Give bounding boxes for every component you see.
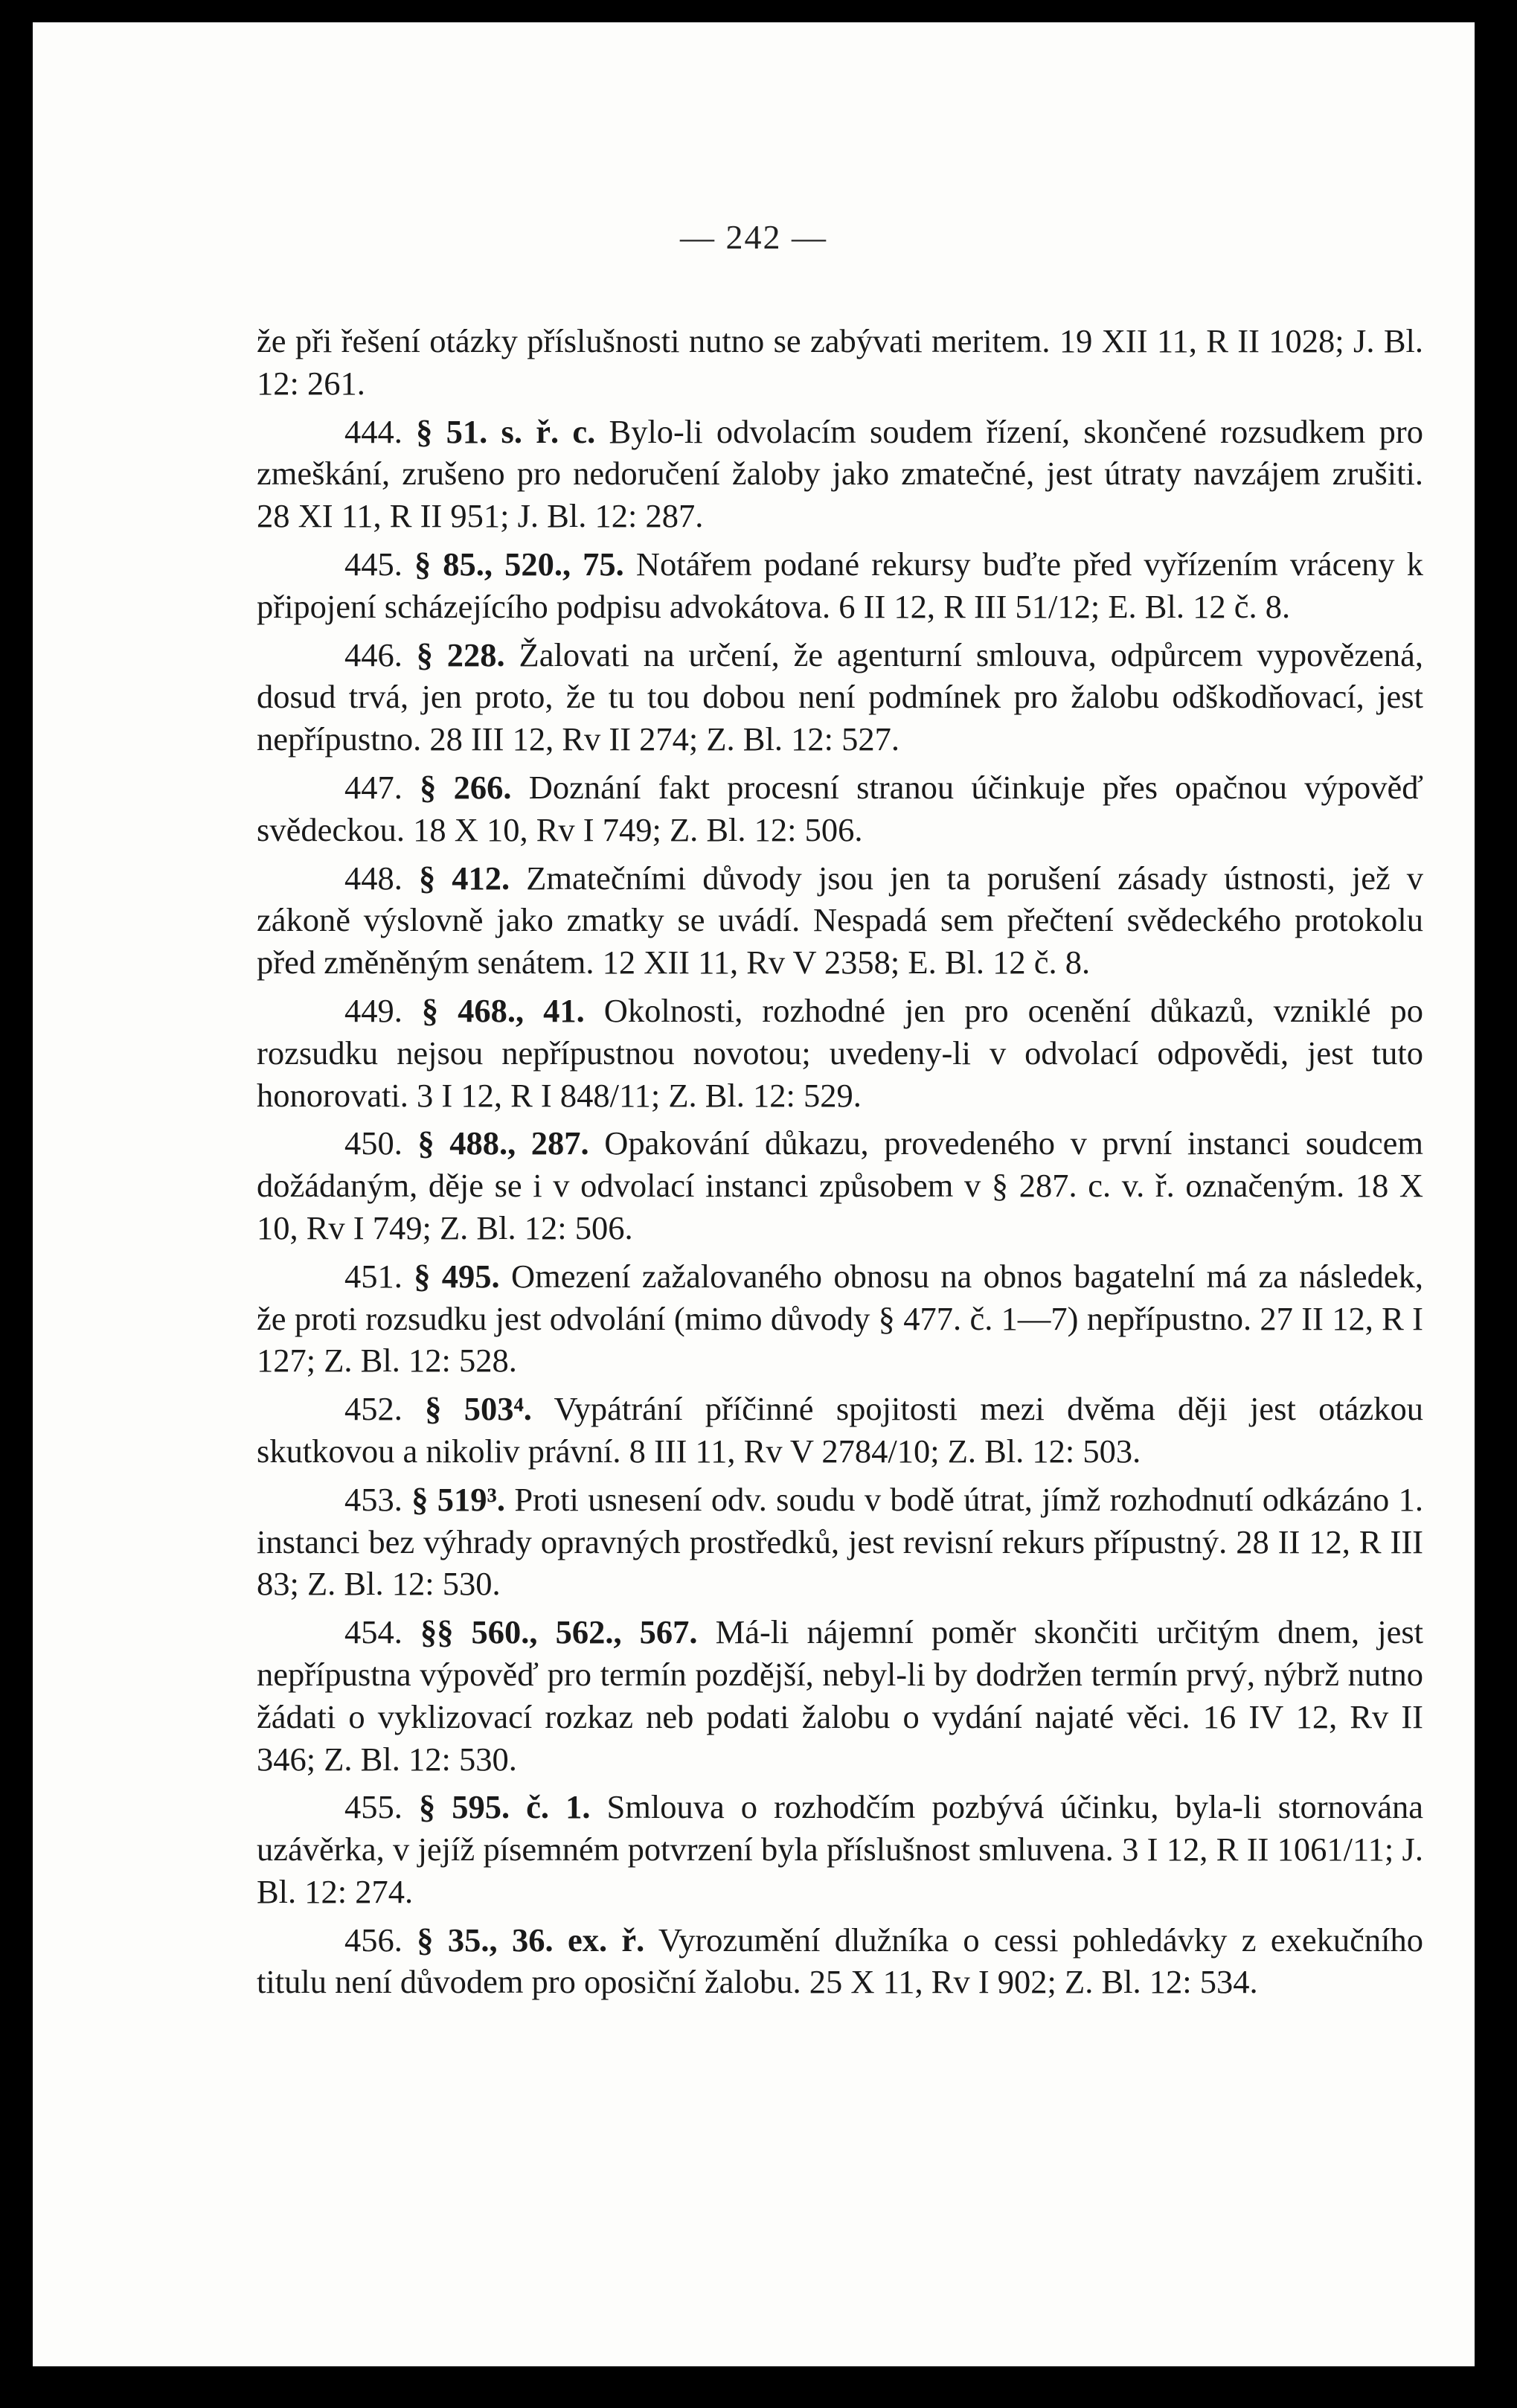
page-sheet [33, 22, 1475, 2366]
entry-number: 449. [344, 991, 402, 1029]
entry-reference: § 266. [420, 768, 512, 806]
entry-reference: §§ 560., 562., 567. [420, 1613, 698, 1651]
entry-text: Smlouva o rozhodčím pozbývá účinku, byla-li stornována uzávěrka, v jejíž písemném potvrzení byla příslušnost smluvena. 3 I 12, R II 1061/11; J. Bl. 12: 274. [257, 1788, 1424, 1910]
entry-reference: § 495. [414, 1257, 500, 1295]
entry-455 [257, 1786, 1423, 1912]
entry-reference: § 468., 41. [421, 991, 585, 1029]
entry-449 [257, 990, 1423, 1116]
entry-text: Bylo-li odvolacím soudem řízení, skončené rozsudkem pro zmeškání, zrušeno pro nedoručení žaloby jako zmatečné, jest útraty navzájem zrušiti. 28 XI 11, R II 951; J. Bl. 12: 287. [257, 412, 1424, 535]
entry-number: 446. [344, 635, 402, 673]
entry-number: 452. [344, 1390, 402, 1428]
entry-number: 455. [344, 1788, 402, 1826]
entry-number: 444. [344, 412, 402, 450]
entry-reference: § 228. [416, 635, 505, 673]
entry-text: Okolnosti, rozhodné jen pro ocenění důkazů, vzniklé po rozsudku nejsou nepřípustnou novotou; uvedeny-li v odvolací odpovědi, jest tuto honorovati. 3 I 12, R I 848/11; Z. Bl. 12: 529. [257, 991, 1424, 1114]
entry-number: 447. [344, 768, 402, 806]
entry-number: 450. [344, 1124, 402, 1162]
page-number: — 242 — [680, 218, 827, 256]
entry-reference: § 503⁴. [425, 1390, 532, 1428]
text-block [257, 320, 1423, 2009]
entry-447 [257, 766, 1423, 851]
entry-number: 448. [344, 859, 402, 897]
entry-text: Vyrozumění dlužníka o cessi pohledávky z exekučního titulu není důvodem pro oposiční žalobu. 25 X 11, Rv I 902; Z. Bl. 12: 534. [257, 1921, 1423, 2001]
entry-reference: § 488., 287. [417, 1124, 589, 1162]
entry-445 [257, 543, 1423, 628]
entry-number: 454. [344, 1613, 402, 1651]
entry-text: Omezení zažalovaného obnosu na obnos bagatelní má za následek, že proti rozsudku jest odvolání (mimo důvody § 477. č. 1—7) nepřípustno. 27 II 12, R I 127; Z. Bl. 12: 528. [257, 1257, 1423, 1380]
entry-452 [257, 1388, 1423, 1473]
entry-reference: § 85., 520., 75. [414, 545, 624, 583]
entry-448 [257, 857, 1423, 984]
entry-text: Má-li nájemní poměr skončiti určitým dnem, jest nepřípustna výpověď pro termín pozdější, nebyl-li by dodržen termín prvý, nýbrž nutno žádati o vyklizovací rozkaz neb podati žalobu o vydání najaté věci. 16 IV 12, Rv II 346; Z. Bl. 12: 530. [257, 1613, 1424, 1778]
entry-text: Proti usnesení odv. soudu v bodě útrat, jímž rozhodnutí odkázáno 1. instanci bez výhrady opravných prostředků, jest revisní rekurs přípustný. 28 II 12, R III 83; Z. Bl. 12: 530. [257, 1480, 1424, 1603]
entry-reference: § 519³. [411, 1480, 506, 1518]
entry-reference: § 35., 36. ex. ř. [417, 1921, 645, 1959]
entry-continuation [257, 320, 1423, 405]
entry-454 [257, 1611, 1423, 1780]
entry-number: 445. [344, 545, 402, 583]
entry-text: Zmatečními důvody jsou jen ta porušení zásady ústnosti, jež v zákoně výslovně jako zmatky se uvádí. Nespadá sem přečtení svědeckého protokolu před změněným senátem. 12 XII 11, Rv V 2358; E. Bl. 12 č. 8. [257, 859, 1424, 982]
entry-451 [257, 1255, 1423, 1382]
entry-456 [257, 1919, 1423, 2004]
entry-text: Doznání fakt procesní stranou účinkuje přes opačnou výpověď svědeckou. 18 X 10, Rv I 749; Z. Bl. 12: 506. [257, 768, 1424, 848]
entry-text: Notářem podané rekursy buďte před vyřízením vráceny k připojení scházejícího podpisu advokátova. 6 II 12, R III 51/12; E. Bl. 12 č. 8. [257, 545, 1424, 625]
entry-reference: § 412. [418, 859, 510, 897]
entry-text: že při řešení otázky příslušnosti nutno se zabývati meritem. 19 XII 11, R II 1028; J. Bl. 12: 261. [257, 322, 1423, 402]
entry-444 [257, 411, 1423, 537]
entry-number: 451. [344, 1257, 402, 1295]
entry-446 [257, 634, 1423, 760]
entry-453 [257, 1479, 1423, 1605]
entry-450 [257, 1122, 1423, 1249]
entry-number: 453. [344, 1480, 402, 1518]
entry-number: 456. [344, 1921, 402, 1959]
entry-reference: § 51. s. ř. c. [416, 412, 596, 450]
entry-text: Opakování důkazu, provedeného v první instanci soudcem dožádaným, děje se i v odvolací instanci způsobem v § 287. c. v. ř. označeným. 18 X 10, Rv I 749; Z. Bl. 12: 506. [257, 1124, 1424, 1246]
entry-reference: § 595. č. 1. [418, 1788, 591, 1826]
entry-text: Žalovati na určení, že agenturní smlouva, odpůrcem vypovězená, dosud trvá, jen proto, že tu tou dobou není podmínek pro žalobu odškodňovací, jest nepřípustno. 28 III 12, Rv II 274; Z. Bl. 12: 527. [257, 635, 1424, 758]
entry-text: Vypátrání příčinné spojitosti mezi dvěma ději jest otázkou skutkovou a nikoliv právní. 8 III 11, Rv V 2784/10; Z. Bl. 12: 503. [257, 1390, 1423, 1470]
